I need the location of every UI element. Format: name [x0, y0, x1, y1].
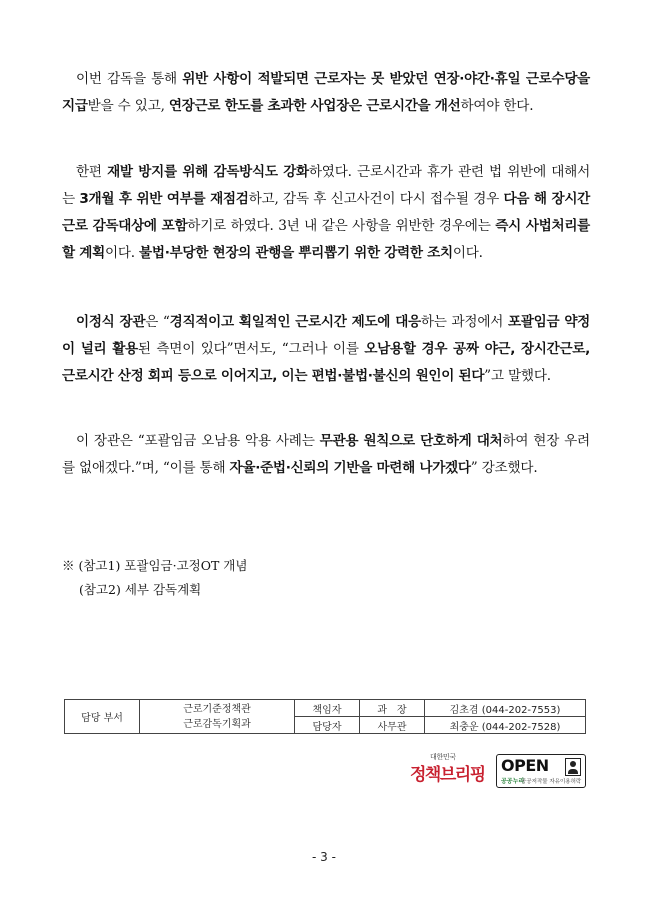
- paragraph-minister-pledge: [62, 428, 590, 482]
- logo-area: [410, 752, 588, 792]
- body-text: 한편: [76, 164, 108, 180]
- body-text: 하였다. 근로시간과 휴가 관련 법 위반에 대해서는: [62, 164, 591, 207]
- emphasized-text: 다음 해 장시간근로 감독대상에 포함: [62, 191, 590, 234]
- briefing-logo-text: 정책브리핑: [410, 765, 485, 785]
- emphasized-text: 즉시 사법처리를 할 계획: [62, 218, 590, 261]
- reference-item-1: ※ (참고1) 포괄임금·고정OT 개념: [62, 558, 248, 573]
- attribution-person-icon: [565, 758, 581, 776]
- paragraph-minister-remarks: [62, 309, 590, 390]
- body-text: 은 “: [145, 314, 170, 330]
- paragraph-violation-remedy: [62, 66, 590, 120]
- emphasized-text: 경직적이고 획일적인 근로시간 제도에 대응: [169, 314, 421, 330]
- dept-name-2: 근로감독기획과: [183, 718, 251, 730]
- body-text: 하여야 한다.: [460, 98, 534, 114]
- body-text: 하는 과정에서: [420, 314, 508, 330]
- person-responsible: 김초겸 (044-202-7553): [425, 700, 586, 717]
- body-text: ” 강조했다.: [470, 460, 538, 476]
- open-logo-tag: 공공누리: [501, 778, 525, 785]
- emphasized-text: 불법·부당한 현장의 관행을 뿌리뽑기 위한 강력한 조치: [139, 245, 453, 261]
- emphasized-text: 오남용할 경우 공짜 야근, 장시간근로, 근로시간 산정 회피 등으로 이어지고, 이는 편법·불법·불신의 원인이 된다: [62, 341, 590, 384]
- contact-table: [64, 699, 586, 734]
- briefing-logo-small-text: 대한민국: [430, 753, 456, 761]
- title-responsible: 과 장: [360, 700, 425, 717]
- emphasized-text: 포괄임금 약정이 널리 활용: [62, 314, 590, 357]
- emphasized-text: 무관용 원칙으로 단호하게 대처: [319, 433, 503, 449]
- emphasized-text: 재발 방지를 위해 감독방식도 강화: [107, 164, 309, 180]
- body-text: ”고 말했다.: [484, 368, 551, 384]
- dept-label: 담당 부서: [65, 700, 140, 734]
- role-responsible: 책임자: [295, 700, 360, 717]
- open-logo-text: OPEN: [501, 756, 549, 775]
- body-text: 이다.: [452, 245, 483, 261]
- body-text: 이다.: [104, 245, 140, 261]
- body-text: 된 측면이 있다”면서도, “그러나 이를: [137, 341, 365, 357]
- person-in-charge: 최충운 (044-202-7528): [425, 717, 586, 734]
- body-text: 이번 감독을 통해: [76, 71, 183, 87]
- reference-item-2: (참고2) 세부 감독계획: [79, 582, 202, 597]
- page-number: - 3 -: [312, 850, 336, 864]
- kogl-open-license-logo: [496, 754, 586, 788]
- dept-names: [140, 700, 295, 734]
- emphasized-text: 3개월 후 위반 여부를 재점검: [79, 191, 249, 207]
- body-text: 이 장관은 “포괄임금 오남용 악용 사례는: [76, 433, 320, 449]
- dept-name-1: 근로기준정책관: [183, 703, 251, 715]
- role-in-charge: 담당자: [295, 717, 360, 734]
- emphasized-text: 이정식 장관: [76, 314, 146, 330]
- body-text: 받을 수 있고,: [87, 98, 169, 114]
- title-in-charge: 사무관: [360, 717, 425, 734]
- emphasized-text: 자율·준법·신뢰의 기반을 마련해 나가겠다: [229, 460, 471, 476]
- body-text: 하기로 하였다. 3년 내 같은 사항을 위반한 경우에는: [187, 218, 496, 234]
- paragraph-reinspection-policy: [62, 159, 590, 267]
- policy-briefing-logo: [410, 752, 490, 792]
- body-text: 하고, 감독 후 신고사건이 다시 접수될 경우: [248, 191, 504, 207]
- open-logo-caption: 공공저작물 자유이용허락: [521, 779, 582, 785]
- emphasized-text: 연장근로 한도를 초과한 사업장은 근로시간을 개선: [168, 98, 461, 114]
- body-text: 하여 현장 우려를 없애겠다.”며, “이를 통해: [62, 433, 590, 476]
- references-list: [62, 554, 247, 602]
- emphasized-text: 위반 사항이 적발되면 근로자는 못 받았던 연장·야간·휴일 근로수당을 지급: [62, 71, 590, 114]
